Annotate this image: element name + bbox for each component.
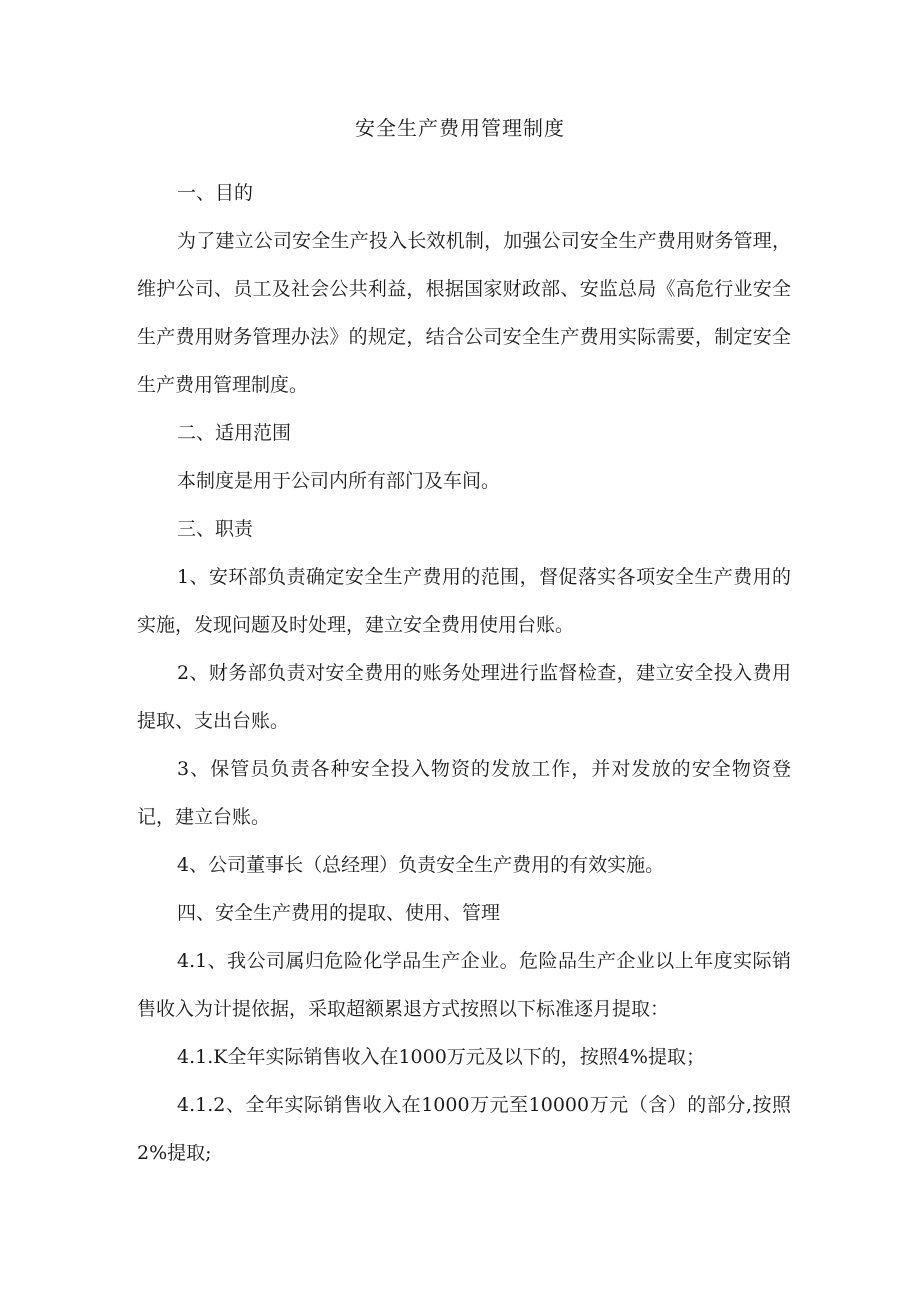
document-title: 安全生产费用管理制度 (355, 116, 565, 140)
paragraph-4-1-1: 4.1.K全年实际销售收入在1000万元及以下的，按照4%提取； (177, 1046, 705, 1068)
paragraph-purpose: 为了建立公司安全生产投入长效机制，加强公司安全生产费用财务管理，维护公司、员工及社会公共利益，根据国家财政部、安监总局《高危行业安全生产费用财务管理办法》的规定，结合公司安全生产费用实际需要，制定安全生产费用管理制度。 (137, 230, 791, 396)
heading-responsibilities: 三、职责 (177, 518, 254, 540)
heading-fee-management: 四、安全生产费用的提取、使用、管理 (177, 902, 501, 924)
paragraph-responsibility-3: 3、保管员负责各种安全投入物资的发放工作，并对发放的安全物资登记，建立台账。 (137, 758, 791, 828)
heading-scope: 二、适用范围 (177, 422, 292, 444)
document-body (137, 169, 791, 1177)
paragraph-4-1: 4.1、我公司属归危险化学品生产企业。危险品生产企业以上年度实际销售收入为计提依据，采取超额累退方式按照以下标准逐月提取： (137, 950, 791, 1020)
paragraph-scope: 本制度是用于公司内所有部门及车间。 (177, 470, 501, 492)
paragraph-responsibility-2: 2、财务部负责对安全费用的账务处理进行监督检查，建立安全投入费用提取、支出台账。 (137, 662, 791, 732)
paragraph-responsibility-1: 1、安环部负责确定安全生产费用的范围，督促落实各项安全生产费用的实施，发现问题及时处理，建立安全费用使用台账。 (137, 566, 791, 636)
paragraph-4-1-2: 4.1.2、全年实际销售收入在1000万元至10000万元（含）的部分,按照2%提取; (137, 1094, 791, 1164)
heading-purpose: 一、目的 (177, 182, 254, 204)
paragraph-responsibility-4: 4、公司董事长（总经理）负责安全生产费用的有效实施。 (177, 854, 665, 876)
